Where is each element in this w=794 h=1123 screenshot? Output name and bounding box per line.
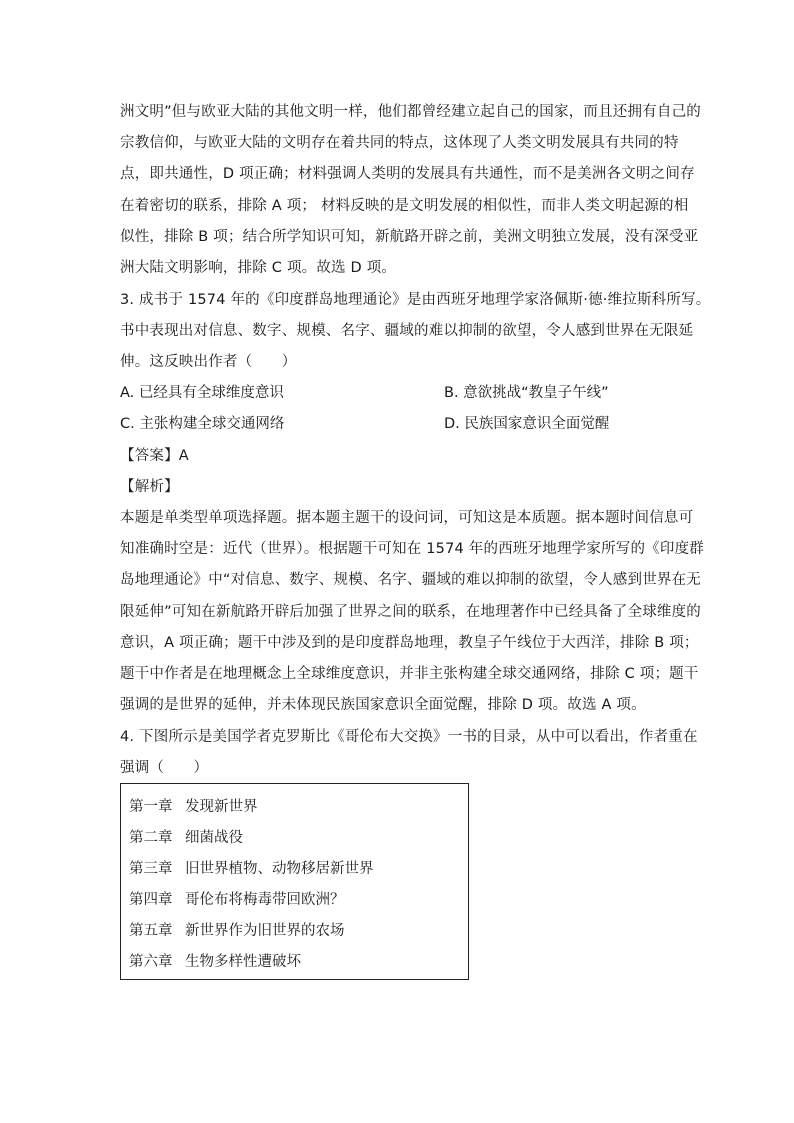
toc-title: 发现新世界 <box>185 799 258 815</box>
q3-analysis-line-2: 知准确时空是：近代（世界）。根据题干可知在 1574 年的西班牙地理学家所写的《印度群 <box>120 541 704 557</box>
q4-stem-line-1: 4. 下图所示是美国学者克罗斯比《哥伦布大交换》一书的目录，从中可以看出，作者重在 <box>120 729 698 745</box>
q3-analysis-line-3: 岛地理通论》中“对信息、数字、规模、名字、疆域的难以抑制的欲望，令人感到世界在无 <box>120 572 702 588</box>
q3-analysis-line-5: 意识，A 项正确；题干中涉及到的是印度群岛地理，教皇子午线位于大西洋，排除 B 项； <box>120 635 699 651</box>
q3-analysis-line-1: 本题是单类型单项选择题。据本题主题干的设问词，可知这是本质题。据本题时间信息可 <box>120 510 694 526</box>
q3-analysis-line-7: 强调的是世界的延伸，并未体现民族国家意识全面觉醒，排除 D 项。故选 A 项。 <box>120 697 646 713</box>
q4-stem-line-2: 强调（ ） <box>120 760 209 776</box>
toc-chapter: 第一章 <box>129 799 173 815</box>
q3-stem-line-1: 3. 成书于 1574 年的《印度群岛地理通论》是由西班牙地理学家洛佩斯·德·维拉斯科所写。 <box>120 292 711 308</box>
q3-answer: 【答案】A <box>120 448 189 464</box>
q3-option-b: B. 意欲挑战“教皇子午线” <box>444 385 609 401</box>
toc-title: 哥伦布将梅毒带回欧洲？ <box>185 892 345 908</box>
toc-row <box>129 890 345 910</box>
q3-stem-line-3: 伸。这反映出作者（ ） <box>120 354 297 370</box>
toc-chapter: 第四章 <box>129 892 173 908</box>
toc-row <box>129 921 345 941</box>
toc-title: 新世界作为旧世界的农场 <box>185 923 345 939</box>
prev-explanation-line-4: 在着密切的联系，排除 A 项； 材料反映的是文明发展的相似性，而非人类文明起源的相 <box>120 198 689 214</box>
toc-title: 细菌战役 <box>185 830 243 846</box>
book-contents-table <box>120 783 469 980</box>
toc-row <box>129 859 374 879</box>
toc-title: 旧世界植物、动物移居新世界 <box>185 861 374 877</box>
q3-option-c: C. 主张构建全球交通网络 <box>120 416 285 432</box>
toc-chapter: 第五章 <box>129 923 173 939</box>
prev-explanation-line-5: 似性，排除 B 项；结合所学知识可知，新航路开辟之前，美洲文明独立发展，没有深受亚 <box>120 229 699 245</box>
q3-analysis-title: 【解析】 <box>120 479 179 495</box>
q3-analysis-line-6: 题干中作者是在地理概念上全球维度意识，并非主张构建全球交通网络，排除 C 项；题干 <box>120 666 699 682</box>
q3-stem-line-2: 书中表现出对信息、数字、规模、名字、疆域的难以抑制的欲望，令人感到世界在无限延 <box>120 323 694 339</box>
q3-option-a: A. 已经具有全球维度意识 <box>120 385 284 401</box>
toc-row <box>129 828 243 848</box>
toc-chapter: 第六章 <box>129 954 173 970</box>
toc-row <box>129 952 301 972</box>
prev-explanation-line-3: 点，即共通性，D 项正确；材料强调人类明的发展具有共通性，而不是美洲各文明之间存 <box>120 166 695 182</box>
toc-title: 生物多样性遭破坏 <box>185 954 301 970</box>
prev-explanation-line-2: 宗教信仰，与欧亚大陆的文明存在着共同的特点，这体现了人类文明发展具有共同的特 <box>120 135 679 151</box>
prev-explanation-line-1: 洲文明”但与欧亚大陆的其他文明一样，他们都曾经建立起自己的国家，而且还拥有自己的 <box>120 104 702 120</box>
toc-chapter: 第三章 <box>129 861 173 877</box>
toc-row <box>129 797 258 817</box>
toc-chapter: 第二章 <box>129 830 173 846</box>
q3-analysis-line-4: 限延伸”可知在新航路开辟后加强了世界之间的联系，在地理著作中已经具备了全球维度的 <box>120 604 702 620</box>
q3-option-d: D. 民族国家意识全面觉醒 <box>444 416 610 432</box>
prev-explanation-line-6: 洲大陆文明影响，排除 C 项。故选 D 项。 <box>120 260 397 276</box>
